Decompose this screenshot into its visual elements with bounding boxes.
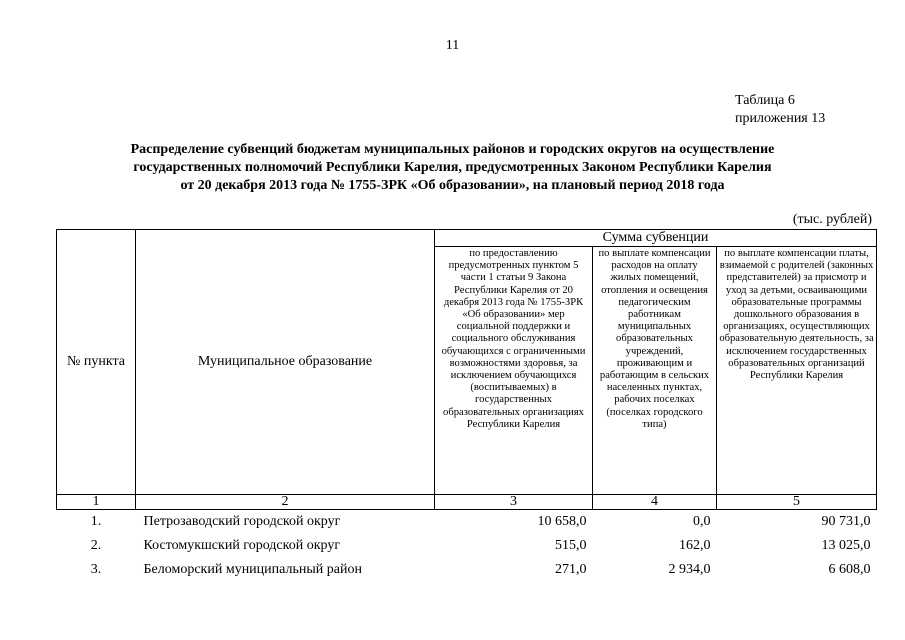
table-row: [57, 558, 877, 582]
value-col-4: 162,0: [679, 538, 711, 553]
subheader-col-3: по предоставлению предусмотренных пунктом 5 части 1 статьи 9 Закона Республики Карелия от 20 декабря 2013 года № 1755-ЗРК «Об образовании» мер социальной поддержки и социального обслуживания обучающихся с ограниченными возможностями здоровья, за исключением обучающихся (воспитываемых) в государственных образовательных организациях Республики Карелия: [435, 247, 593, 495]
column-number: 4: [593, 495, 717, 510]
value-col-4: 0,0: [693, 514, 711, 529]
table-row: [57, 534, 877, 558]
subheader-col-4: по выплате компенсации расходов на оплату жилых помещений, отопления и освещения педагогическим работникам муниципальных образовательных учреждений, проживающим и работающим в сельских населенных пунктах, рабочих поселках (поселках городского типа): [593, 247, 717, 495]
row-number: 3.: [90, 562, 102, 577]
row-number: 1.: [90, 514, 102, 529]
municipality-name: Петрозаводский городской округ: [143, 514, 341, 529]
subvention-table: [56, 229, 877, 582]
sum-header: Сумма субвенции: [435, 230, 877, 247]
table-header-row: [57, 230, 877, 247]
column-number: 2: [136, 495, 435, 510]
value-col-5: 6 608,0: [828, 562, 871, 577]
column-number-row: [57, 495, 877, 510]
value-col-3: 271,0: [555, 562, 587, 577]
table-reference-line-1: Таблица 6: [735, 93, 795, 108]
municipality-name: Костомукшский городской округ: [143, 538, 341, 553]
table-reference: [735, 92, 825, 128]
column-number: 3: [435, 495, 593, 510]
document-title: [40, 141, 865, 195]
value-col-3: 10 658,0: [537, 514, 587, 529]
column-number: 5: [717, 495, 877, 510]
value-col-4: 2 934,0: [668, 562, 711, 577]
col-num-header: № пункта: [57, 230, 136, 495]
document-title-line-1: Распределение субвенций бюджетам муниципальных районов и городских округов на осуществление: [130, 142, 775, 157]
value-col-5: 13 025,0: [821, 538, 871, 553]
units-label: (тыс. рублей): [792, 212, 872, 227]
document-title-line-2: государственных полномочий Республики Карелия, предусмотренных Законом Республики Карелия: [133, 160, 772, 175]
page-number: 11: [445, 38, 460, 53]
document-title-line-3: от 20 декабря 2013 года № 1755-ЗРК «Об образовании», на плановый период 2018 года: [180, 178, 725, 193]
municipality-name: Беломорский муниципальный район: [143, 562, 362, 577]
subheader-col-5: по выплате компенсации платы, взимаемой с родителей (законных представителей) за присмотр и уход за детьми, осваивающими образовательные программы дошкольного образования в организациях, осуществляющих образовательную деятельность, за исключением государственных образовательных организаций Республики Карелия: [717, 247, 877, 495]
table-row: [57, 510, 877, 535]
column-number: 1: [57, 495, 136, 510]
value-col-3: 515,0: [555, 538, 587, 553]
table-reference-line-2: приложения 13: [735, 111, 826, 126]
value-col-5: 90 731,0: [821, 514, 871, 529]
row-number: 2.: [90, 538, 102, 553]
col-name-header: Муниципальное образование: [136, 230, 435, 495]
